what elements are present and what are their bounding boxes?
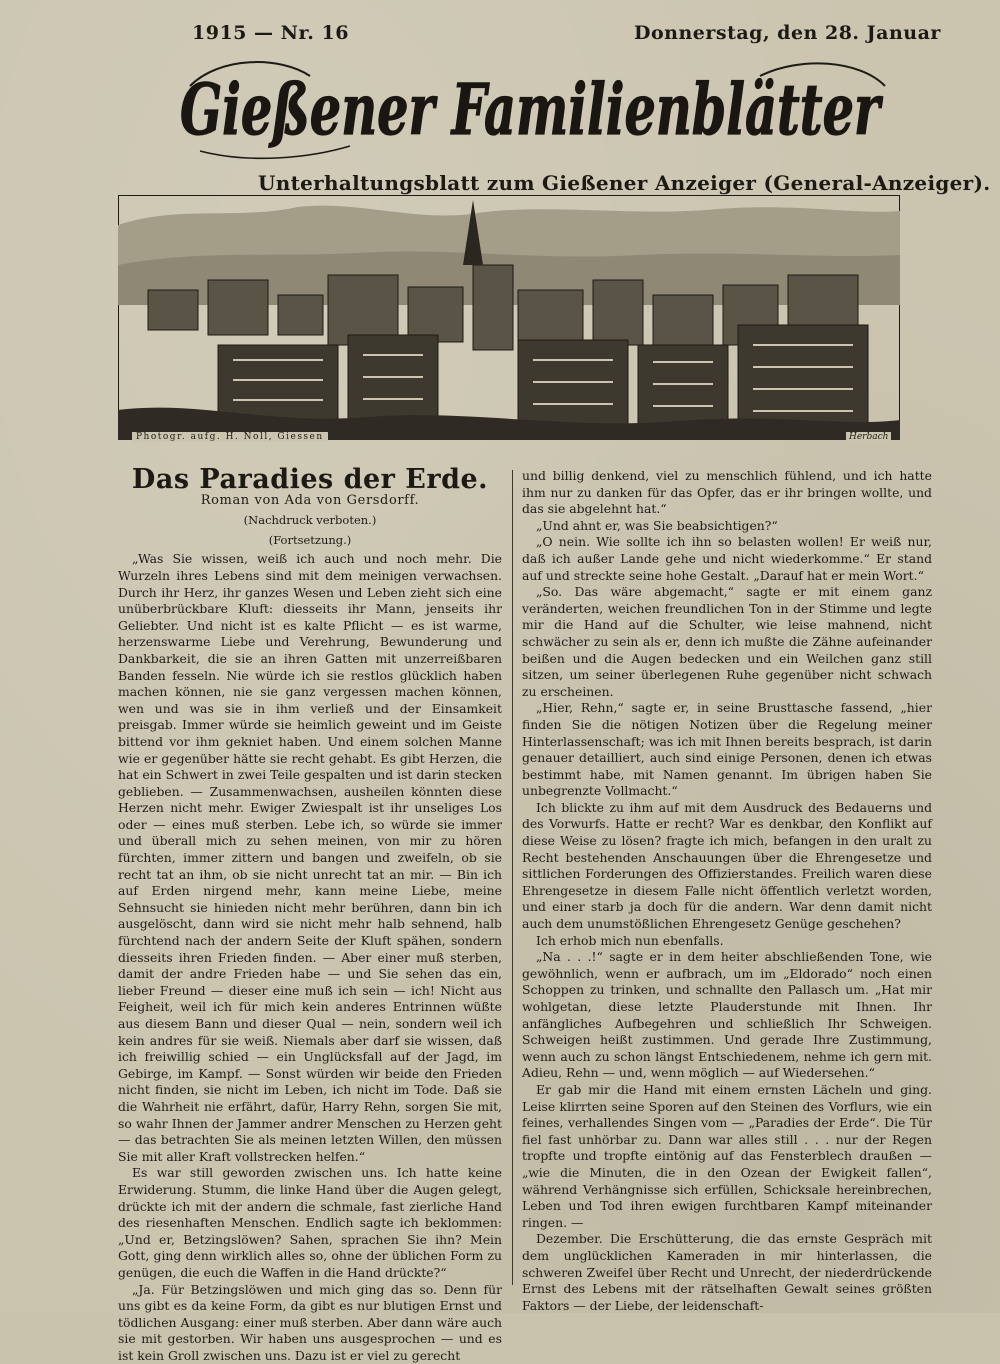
photo-credit: Photogr. aufg. H. Noll, Giessen: [132, 432, 328, 442]
story-paragraph: „Hier, Rehn,“ sagte er, in seine Brusttasche fassend, „hier finden Sie die nötigen Notizen über die Regelung meiner Hinterlassenschaft; was ich mit Ihnen bereits besprach, ist darin genauer detailliert, auch sind einige Personen, denen ich etwas bestimmt habe, mit Namen genannt. Im übrigen haben Sie unbegrenzte Vollmacht.“: [522, 700, 932, 800]
story-paragraph: Es war still geworden zwischen uns. Ich hatte keine Erwiderung. Stumm, die linke Hand über die Augen gelegt, drückte ich mit der andern die schmale, fast zierliche Hand des riesenhaften Menschen. Endlich sagte ich beklommen: „Und er, Betzingslöwen? Sahen, sprachen Sie ihn? Mein Gott, ging denn wirklich alles so, ohne der üblichen Form zu genügen, die euch die Waffen in die Hand drückte?“: [118, 1165, 502, 1281]
engraver-signature: Herbach: [846, 432, 891, 442]
issue-date: Donnerstag, den 28. Januar: [634, 22, 941, 44]
story-paragraph: „O nein. Wie sollte ich ihn so belasten wollen! Er weiß nur, daß ich außer Lande gehe und nicht wiederkomme.“ Er stand auf und streckte seine hohe Gestalt. „Darauf hat er mein Wort.“: [522, 534, 932, 584]
masthead-title-text: Gießener Familienblätter: [180, 68, 884, 151]
story-paragraph: Dezember. Die Erschütterung, die das ernste Gespräch mit dem unglücklichen Kameraden in mir hinterlassen, die schweren Zweifel über Recht und Unrecht, der niederdrückende Ernst des Lebens mit der rätselhaften Gewalt seines größten Faktors — der Liebe, der leidenschaft-: [522, 1231, 932, 1314]
issue-number: 1915 — Nr. 16: [192, 22, 349, 44]
story-paragraph: „Und ahnt er, was Sie beabsichtigen?“: [522, 518, 932, 535]
story-paragraph: „Na . . .!“ sagte er in dem heiter abschließenden Tone, wie gewöhnlich, wenn er aufbrach, um im „Eldorado“ noch einen Schoppen zu trinken, und schnallte den Pallasch um. „Hat mir wohlgetan, diese letzte Plauderstunde mit Ihnen. Ihr anfängliches Aufbegehren und schließlich Ihr Schweigen. Schweigen heißt zustimmen. Und gerade Ihre Zustimmung, wenn auch zu schon längst Entschiedenem, nehme ich gern mit. Adieu, Rehn — und, wenn möglich — auf Wiedersehen.“: [522, 949, 932, 1082]
column-divider: [512, 470, 513, 1285]
story-byline: Roman von Ada von Gersdorff.: [118, 493, 502, 510]
giessen-town-view-engraving: [118, 195, 900, 440]
reprint-note: (Nachdruck verboten.): [118, 512, 502, 529]
story-paragraph: Ich erhob mich nun ebenfalls.: [522, 933, 932, 950]
continuation-note: (Fortsetzung.): [118, 532, 502, 549]
story-title: Das Paradies der Erde.: [118, 472, 502, 489]
story-paragraph: Er gab mir die Hand mit einem ernsten Lächeln und ging. Leise klirrten seine Sporen auf den Steinen des Vorflurs, wie ein feines, verhallendes Singen vom — „Paradies der Erde“. Die Tür fiel fast unhörbar zu. Dann war alles still . . . nur der Regen tropfte und tropfte eintönig auf das Fensterblech draußen — „wie die Minuten, die in den Ozean der Ewigkeit fallen“, während Verhängnisse sich erfüllen, Schicksale hereinbrechen, Leben und Tod ihren ewigen furchtbaren Kampf miteinander ringen. —: [522, 1082, 932, 1231]
story-paragraph: Ich blickte zu ihm auf mit dem Ausdruck des Bedauerns und des Vorwurfs. Hatte er recht? War es denkbar, den Konflikt auf diese Weise zu lösen? fragte ich mich, befangen in den uralt zu Recht bestehenden Anschauungen über die Ehrengesetze und sittlichen Forderungen des Offizierstandes. Freilich waren diese Ehrengesetze in diesem Falle nicht öffentlich verletzt worden, und einer starb ja doch für die andern. War denn damit nicht auch dem unumstößlichen Ehrengesetz Genüge geschehen?: [522, 800, 932, 933]
story-paragraph: und billig denkend, viel zu menschlich fühlend, und ich hatte ihm nur zu danken für das Opfer, das er ihr bringen wollte, und das sie abgelehnt hat.“: [522, 468, 932, 518]
article-right-column: [522, 468, 932, 1314]
article-left-column: [118, 470, 502, 1364]
story-paragraph: „Ja. Für Betzingslöwen und mich ging das so. Denn für uns gibt es da keine Form, da gibt es nur blutigen Ernst und tödlichen Ausgang: einer muß sterben. Aber dann wäre auch sie mit gestorben. Wir haben uns ausgesprochen — und es ist kein Groll zwischen uns. Dazu ist er viel zu gerecht: [118, 1282, 502, 1364]
story-paragraph: „So. Das wäre abgemacht,“ sagte er mit einem ganz veränderten, weichen freundlichen Ton in der Stimme und legte mir die Hand auf die Schulter, wie leise mahnend, nicht schwächer zu sein als er, denn ich mußte die Zähne aufeinander beißen und die Augen bedecken und ein Weilchen ganz still sitzen, um seiner überlegenen Ruhe gegenüber nicht schwach zu erscheinen.: [522, 584, 932, 700]
masthead-title: [160, 46, 900, 166]
story-paragraph: „Was Sie wissen, weiß ich auch und noch mehr. Die Wurzeln ihres Lebens sind mit dem meinigen verwachsen. Durch ihr Herz, ihr ganzes Wesen und Leben zieht sich eine unüberbrückbare Kluft: diesseits ihr Mann, jenseits ihr Geliebter. Und nicht ist es kalte Pflicht — es ist warme, herzenswarme Liebe und Verehrung, Bewunderung und Dankbarkeit, die sie an ihren Gatten mit unzerreißbaren Banden fesseln. Nie würde ich sie restlos glücklich haben machen können, nie sie ganz vergessen machen können, wen und was sie in ihm verließ und der Einsamkeit preisgab. Immer würde sie heimlich geweint und im Geiste bittend vor ihm gekniet haben. Und einem solchen Manne wie er gegenüber hätte sie recht gehabt. Es gibt Herzen, die hat ein Schwert in zwei Teile gespalten und ist darin stecken geblieben. — Zusammenwachsen, ausheilen könnten diese Herzen nicht mehr. Ewiger Zwiespalt ist ihr unseliges Los oder — eines muß sterben. Lebe ich, so würde sie immer und überall mich zu sehen meinen, von mir zu hören fürchten, immer zittern und bangen und zweifeln, ob sie recht tat an ihm, ob sie nicht unrecht tat an mir. — Bin ich auf Erden nirgend mehr, kann meine Liebe, meine Sehnsucht sie hinieden nicht mehr berühren, dann bin ich ausgelöscht, dann wird sie nicht mehr halb sehnend, halb fürchtend nach der andern Seite der Kluft spähen, sondern diesseits ihren Frieden finden. — Aber einer muß sterben, damit der andre Frieden habe — und Sie sehen das ein, lieber Freund — dieser eine muß ich sein — ich! Nicht aus Feigheit, weil ich für mich kein anderes Entrinnen wüßte aus diesem Bann und dieser Qual — nein, sondern weil ich kein andres für sie weiß. Niemals aber darf sie wissen, daß ich freiwillig schied — ein Unglücksfall auf der Jagd, im Gebirge, im Kampf. — Sonst würden wir beide den Frieden nicht finden, sie nicht im Leben, ich nicht im Tode. Daß sie die Wahrheit nie erfährt, dafür, Harry Rehn, sorgen Sie mit, so wahr Ihnen der Jammer andrer Menschen zu Herzen geht — das betrachten Sie als meinen letzten Willen, den müssen Sie mit aller Kraft vollstrecken helfen.“: [118, 551, 502, 1165]
masthead-subtitle: Unterhaltungsblatt zum Gießener Anzeiger (General-Anzeiger).: [258, 171, 991, 195]
